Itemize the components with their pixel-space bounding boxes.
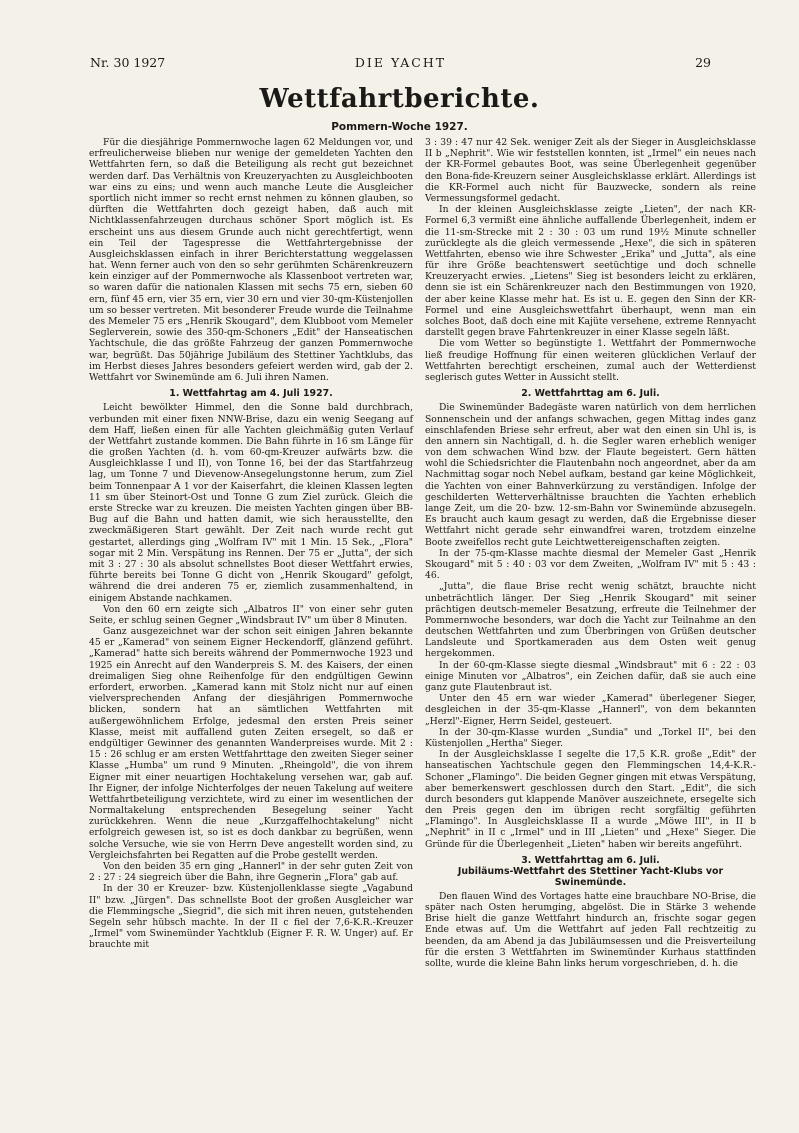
paragraph: Leicht bewölkter Himmel, den die Sonne bald durchbrach, verbunden mit einer fixen NNW-Brise, dazu ein wenig Seegang auf dem Haff, ließen einen für alle Yachten gleichmäßig guten Verlauf der Wettfahrt zustande kommen. Die Bahn führte in 16 sm Länge für die großen Yachten (d. h. vom 60-qm-Kreuzer aufwärts bzw. die Ausgleichklasse I und II), von Tonne 16, bei der das Startfahrzeug lag, um Tonne 7 und Dievenow-Ansegelungstonne herum, zum Ziel beim Tonnenpaar A 1 vor der Kaiserfahrt, die kleinen Klassen legten 11 sm über Steinort-Ost und Tonne G zum Ziel zurück. Gleich die erste Strecke war zu kreuzen. Die meisten Yachten gingen über BB-Bug auf die Bahn und hatten damit, wie sich herausstellte, den zweckmäßigeren Start gewählt. Der Zeit nach wurde recht gut gestartet, allerdings ging „Wolfram IV" mit 1 Min. 15 Sek., „Flora" sogar mit 2 Min. Verspätung ins Rennen. Der 75 er „Jutta", der sich mit 3 : 27 : 30 als absolut schnellstes Boot dieser Wettfahrt erwies, führte bereits bei Tonne G dicht von „Henrik Skougard" gefolgt, während die drei anderen 75 er, ziemlich zusammenhaltend, in einigem Abstande nachkamen.: [89, 402, 413, 604]
section-heading-3: [425, 855, 756, 888]
paragraph: Die vom Wetter so begünstigte 1. Wettfahrt der Pommernwoche ließ freudige Hoffnung für einen weiteren glücklichen Verlauf der Wettfahrten berechtigt erscheinen, zumal auch der Wetterdienst seglerisch gutes Wetter in Aussicht stellt.: [425, 338, 756, 383]
paragraph: Von den beiden 35 ern ging „Hannerl" in der sehr guten Zeit von 2 : 27 : 24 siegreich über die Bahn, ihre Gegnerin „Flora" gab auf.: [89, 861, 413, 884]
magazine-title: DIE YACHT: [354, 55, 447, 70]
paragraph: Den flauen Wind des Vortages hatte eine brauchbare NO-Brise, die später nach Osten herumging, abgelöst. Die in Stärke 3 wehende Brise hielt die ganze Wettfahrt hindurch an, frischte sogar gegen Ende etwas auf. Um die Wettfahrt auf jeden Fall rechtzeitig zu beenden, da am Abend ja das Jubiläumsessen und die Preisverteilung für die ersten 3 Wettfahrten im Swinemünder Kurhaus stattfinden sollte, wurde die kleine Bahn links herum vorgeschrieben, d. h. die: [425, 890, 756, 969]
paragraph: In der Ausgleichsklasse I segelte die 17,5 K.R. große „Edit" der hanseatischen Yachtschule gegen den Flemmingschen 14,4-K.R.-Schoner „Flamingo". Die beiden Gegner gingen mit etwas Verspätung, aber bemerkenswert geschlossen durch den Start. „Edit", die sich durch besonders gut klappende Manöver auszeichnete, ersegelte sich den Preis gegen den im übrigen recht sorgfältig geführten „Flamingo". In Ausgleichsklasse II a wurde „Möwe III", in II b „Nephrit" in II c „Irmel" und in III „Lieten" und „Hexe" Sieger. Die Gründe für die Überlegenheit „Lieten" haben wir bereits angeführt.: [425, 749, 756, 850]
article-title: Wettfahrtberichte.: [259, 84, 540, 114]
paragraph: Von den 60 ern zeigte sich „Albatros II" von einer sehr guten Seite, er schlug seinen Gegner „Windsbraut IV" um über 8 Minuten.: [89, 603, 413, 626]
section-heading-2: 2. Wettfahrttag am 6. Juli.: [521, 388, 660, 400]
running-head: [90, 55, 711, 71]
issue-number: Nr. 30 1927: [90, 55, 166, 70]
paragraph: „Jutta", die flaue Brise recht wenig schätzt, brauchte nicht unbeträchtlich länger. Der Sieg „Henrik Skougard" mit seiner prächtigen deutsch-memeler Besatzung, erfreute die Teilnehmer der Pommernwoche besonders, war doch die Yacht zur Teilnahme an den deutschen Wettfahrten und zum Überbringen von Grüßen deutscher Landsleute und Sportkameraden aus dem Osten weit genug hergekommen.: [425, 581, 756, 660]
paragraph: Die Swinemünder Badegäste waren natürlich von dem herrlichen Sonnenschein und der anfangs schwachen, gegen Mittag indes ganz einschlafenden Briese sehr erfreut, aber wat den einen sin Uhl is, is den annern sin Nachtigall, d. h. die Segler waren erheblich weniger von dem schwachen Wind bzw. der Flaute begeistert. Gern hätten wohl die Schiedsrichter die Flautenbahn noch angeordnet, aber da am Nachmittag sogar noch Nebel aufkam, bestand gar keine Möglichkeit, die Yachten von einer Bahnverkürzung zu verständigen. Infolge der geschilderten Wetterverhältnisse brauchten die Yachten erheblich lange Zeit, um die 20- bzw. 12-sm-Bahn vor Swinemünde abzusegeln. Es braucht auch kaum gesagt zu werden, daß die Ergebnisse dieser Wettfahrt nicht gerade sehr einwandfrei waren, trotzdem einzelne Boote zweifellos recht gute Leichtwettereigenschaften zeigten.: [425, 402, 756, 548]
paragraph: In der 60-qm-Klasse siegte diesmal „Windsbraut" mit 6 : 22 : 03 einige Minuten vor „Albatros", ein Zeichen dafür, daß sie auch eine ganz gute Flautenbraut ist.: [425, 659, 756, 693]
paragraph: In der kleinen Ausgleichsklasse zeigte „Lieten", der nach KR-Formel 6,3 vermißt eine ähnliche auffallende Überlegenheit, indem er die 11-sm-Strecke mit 2 : 30 : 03 um rund 19½ Minute schneller zurücklegte als die gleich vermessende „Hexe", die sich in späteren Wettfahrten, ebenso wie ihre Schwester „Erika" und „Jutta", als eine für ihre Größe beachtenswert seetüchtige und doch schnelle Kreuzeryacht erwies. „Lietens" Sieg ist besonders leicht zu erklären, denn sie ist ein Schärenkreuzer nach den Bestimmungen von 1920, der aber keine Klasse mehr hat. Es ist u. E. gegen den Sinn der KR-Formel und eine Ausgleichswettfahrt überhaupt, wenn man ein solches Boot, daß doch eine mit Kajüte versehene, extreme Rennyacht darstellt gegen brave Fahrtenkreuzer in einer Klasse segeln läßt.: [425, 204, 756, 339]
intro-paragraph: Für die diesjährige Pommernwoche lagen 62 Meldungen vor, und erfreulicherweise blieben nur wenige der gemeldeten Yachten den Wettfahrten fern, so daß die Beteiligung als recht gut bezeichnet werden darf. Das Verhältnis von Kreuzeryachten zu Ausgleichbooten war eins zu eins; und wenn auch manche Leute die Ausgleicher sportlich nicht immer so recht ernst nehmen zu können glauben, so dürften die Wettfahrten doch gezeigt haben, daß auch mit Nichtklassenfahrzeugen durchaus schöner Sport möglich ist. Es erscheint uns aus diesem Grunde auch nicht gerechtfertigt, wenn ein Teil der Tagespresse die Wettfahrtergebnisse der Ausgleichsklassen einfach in ihrer Berichterstattung weggelassen hat. Wenn ferner auch von den so sehr gerühmten Schärenkreuzern kein einziger auf der Pommernwoche als Klassenboot vertreten war, so waren dafür die nationalen Klassen mit sechs 75 ern, sieben 60 ern, fünf 45 ern, vier 35 ern, vier 30 ern und vier 30-qm-Küstenjollen um so besser vertreten. Mit besonderer Freude wurde die Teilnahme des Memeler 75 ers „Henrik Skougard", dem Klubboot vom Memeler Seglerverein, sowie des 350-qm-Schoners „Edit" der Hanseatischen Yachtschule, die das größte Fahrzeug der ganzen Pommernwoche war, begrüßt. Das 50jährige Jubiläum des Stettiner Yachtklubs, das im Herbst dieses Jahres besonders gefeiert werden wird, gab der 2. Wettfahrt vor Swinemünde am 6. Juli ihren Namen.: [89, 137, 413, 383]
left-column: [89, 137, 413, 951]
paragraph: Unter den 45 ern war wieder „Kamerad" überlegener Sieger, desgleichen in der 35-qm-Klasse „Hannerl", von dem bekannten „Herzl"-Eigner, Herrn Seidel, gesteuert.: [425, 693, 756, 727]
paragraph: In der 75-qm-Klasse machte diesmal der Memeler Gast „Henrik Skougard" mit 5 : 40 : 03 vor dem Zweiten, „Wolfram IV" mit 5 : 43 : 46.: [425, 547, 756, 582]
paragraph: Ganz ausgezeichnet war der schon seit einigen Jahren bekannte 45 er „Kamerad" von seinem Eigner Heckendorff, glänzend geführt. „Kamerad" hatte sich bereits während der Pommernwoche 1923 und 1925 ein Anrecht auf den Wanderpreis S. M. des Kaisers, der einen dreimaligen Sieg ohne Reihenfolge für den endgültigen Gewinn erfordert, erworben. „Kamerad kann mit Stolz nicht nur auf einen vielversprechenden Anfang der diesjährigen Pommernwoche blicken, sondern hat an sämtlichen Wettfahrten mit außergewöhnlichem Erfolge, jedesmal den ersten Preis seiner Klasse, meist mit auffallend guten Zeiten ersegelt, so daß er endgültiger Gewinner des genannten Wanderpreises wurde. Mit 2 : 15 : 26 schlug er am ersten Wettfahrttage den zweiten Sieger seiner Klasse „Humba" um rund 9 Minuten. „Rheingold", die von ihrem Eigner mit einer neuartigen Hochtakelung versehen war, gab auf. Ihr Eigner, der infolge Nichterfolges der neuen Takelung auf weitere Wettfahrtbeteiligung verzichtete, wird zu einer im wesentlichen der Normaltakelung entsprechenden Besegelung seiner Yacht zurückkehren. Wenn die neue „Kurzgaffelhochtakelung" nicht erfolgreich gewesen ist, so ist es doch dankbar zu begrüßen, wenn solche Versuche, wie sie von Herrn Deve angestellt worden sind, zu Vergleichsfahrten bei Regatten auf die Probe gestellt werden.: [89, 626, 413, 861]
article-subtitle: Pommern-Woche 1927.: [331, 121, 468, 133]
section-heading-3-line-1: 3. Wettfahrttag am 6. Juli.: [521, 854, 660, 866]
paragraph: In der 30 er Kreuzer- bzw. Küstenjollenklasse siegte „Vagabund II" bzw. „Jürgen". Das schnellste Boot der großen Ausgleicher war die Flemmingsche „Siegrid", die sich mit ihren neuen, gutstehenden Segeln sehr hübsch machte. In der II c fiel der 7,6-K.R.-Kreuzer „Irmel" vom Swinemünder Yachtklub (Eigner F. R. W. Unger) auf. Er brauchte mit: [89, 883, 413, 951]
section-heading-3-line-2: Jubiläums-Wettfahrt des Stettiner Yacht-Klubs vor Swinemünde.: [457, 865, 724, 888]
paragraph: In der 30-qm-Klasse wurden „Sundia" und „Torkel II", bei den Küstenjollen „Hertha" Sieger.: [425, 726, 756, 749]
section-heading-1: 1. Wettfahrtag am 4. Juli 1927.: [169, 388, 333, 400]
page-number: 29: [695, 55, 711, 70]
paragraph: 3 : 39 : 47 nur 42 Sek. weniger Zeit als der Sieger in Ausgleichsklasse II b „Nephrit". Wie wir feststellen konnten, ist „Irmel" ein neues nach der KR-Formel gebautes Boot, was seine Überlegenheit gegenüber den Bona-fide-Kreuzern seiner Ausgleichsklasse erklärt. Allerdings ist die KR-Formel auch nicht für Bauzwecke, sondern als reine Vermessungsformel gedacht.: [425, 137, 756, 204]
right-column: [425, 137, 756, 969]
